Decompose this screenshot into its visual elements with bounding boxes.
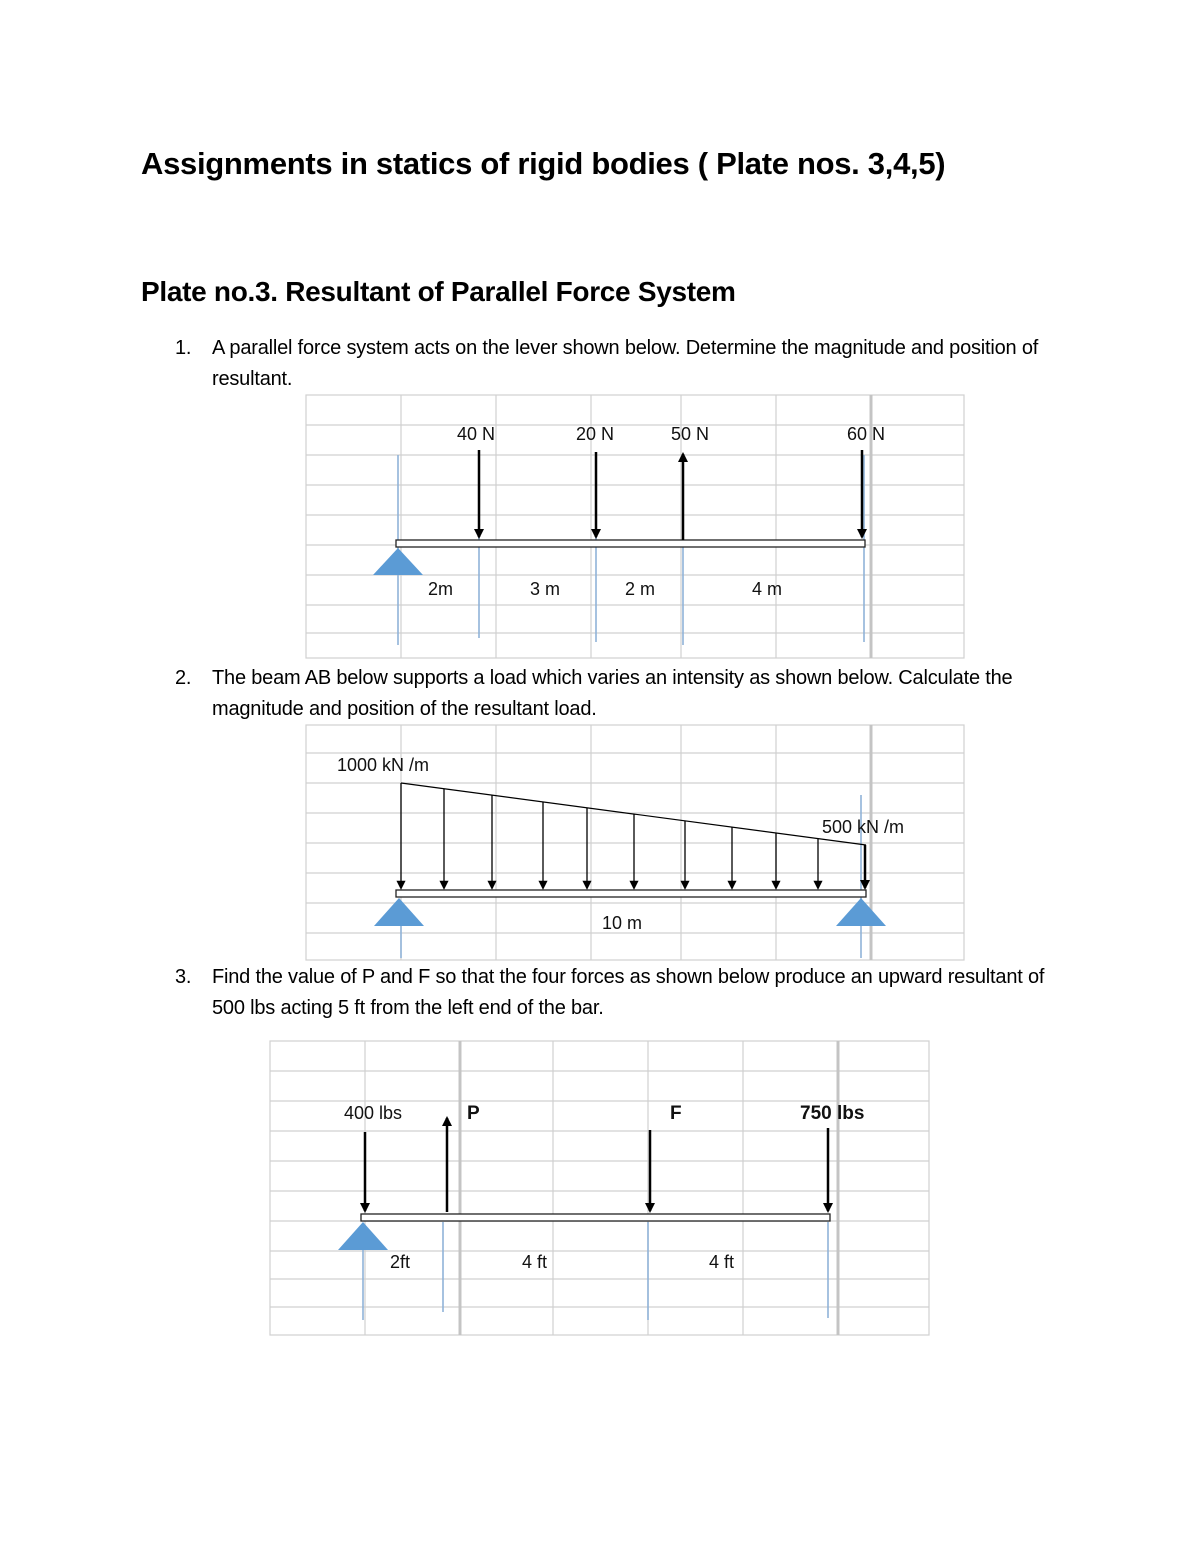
force-label: 60 N xyxy=(847,424,886,444)
force-label: 40 N xyxy=(457,424,496,444)
page-title: Assignments in statics of rigid bodies ( Plate nos. 3,4,5) xyxy=(141,146,946,181)
span-label: 4 ft xyxy=(709,1252,735,1272)
pin-support-icon xyxy=(373,548,423,575)
beam-ab xyxy=(396,890,866,897)
force-label: 50 N xyxy=(671,424,710,444)
bar xyxy=(361,1214,830,1221)
figure-3-grid xyxy=(270,1041,929,1335)
left-intensity-label: 1000 kN /m xyxy=(337,755,430,775)
figure-1-lever xyxy=(306,395,964,658)
support-b-icon xyxy=(836,898,886,926)
span-label: 4 m xyxy=(752,579,783,599)
figure-2-beam xyxy=(306,725,964,960)
span-label: 10 m xyxy=(602,913,643,933)
force-label: P xyxy=(467,1103,480,1124)
question-text: Find the value of P and F so that the four forces as shown below produce an upward resultant of 500 lbs acting 5 ft from the left end of the bar. xyxy=(212,966,1045,1019)
span-label: 2m xyxy=(428,579,454,599)
pin-support-icon xyxy=(338,1222,388,1250)
force-label: F xyxy=(670,1103,682,1124)
force-label: 20 N xyxy=(576,424,615,444)
lever-beam xyxy=(396,540,865,547)
span-label: 2ft xyxy=(390,1252,411,1272)
section-title: Plate no.3. Resultant of Parallel Force System xyxy=(141,276,736,307)
question-number: 1. xyxy=(175,337,192,359)
question-text: The beam AB below supports a load which varies an intensity as shown below. Calculate the magnitude and position of the resultant load. xyxy=(212,667,1013,720)
span-label: 3 m xyxy=(530,579,561,599)
right-intensity-label: 500 kN /m xyxy=(822,817,905,837)
question-number: 2. xyxy=(175,667,192,689)
force-label: 400 lbs xyxy=(344,1103,403,1123)
figure-3-bar xyxy=(270,1041,929,1335)
span-label: 2 m xyxy=(625,579,656,599)
question-number: 3. xyxy=(175,966,192,988)
span-label: 4 ft xyxy=(522,1252,548,1272)
question-text: A parallel force system acts on the lever shown below. Determine the magnitude and position of resultant. xyxy=(212,337,1039,390)
force-label: 750 lbs xyxy=(800,1103,865,1124)
support-a-icon xyxy=(374,898,424,926)
